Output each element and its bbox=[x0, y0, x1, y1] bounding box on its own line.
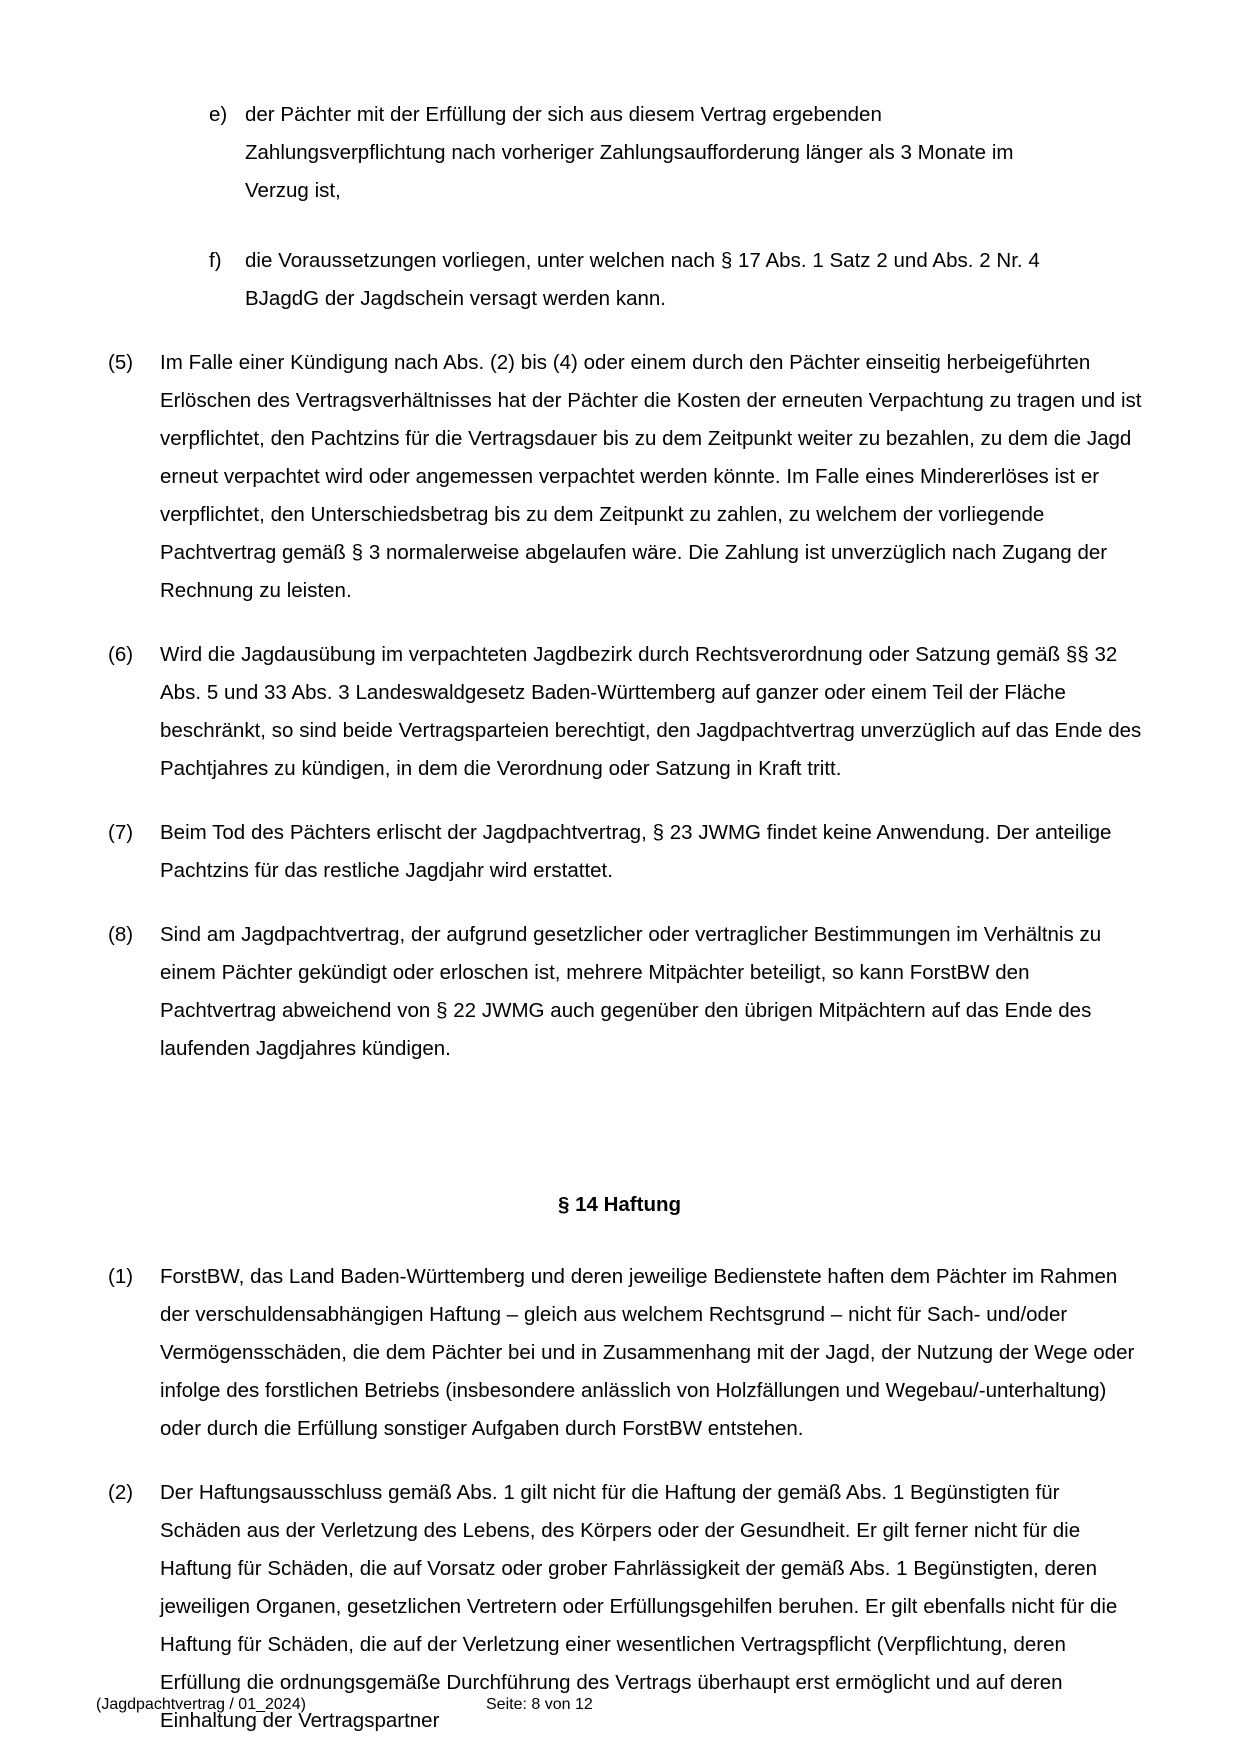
paragraph-marker: (1) bbox=[108, 1265, 134, 1288]
paragraph-text: Sind am Jagdpachtvertrag, der aufgrund gesetzlicher oder vertraglicher Bestimmungen im Verhältnis zu einem Pächter gekündigt oder erloschen ist, mehrere Mitpächter beteiligt, so kann ForstBW den Pachtvertrag abweichend von § 22 JWMG auch gegenüber den übrigen Mitpächtern auf das Ende des laufenden Jagdjahres kündigen. bbox=[160, 923, 1102, 1060]
page-footer bbox=[96, 1694, 1143, 1716]
paragraph-text: ForstBW, das Land Baden-Württemberg und deren jeweilige Bedienstete haften dem Pächter im Rahmen der verschuldensabhängigen Haftung – gleich aus welchem Rechtsgrund – nicht für Sach- und/oder Vermögensschäden, die dem Pächter bei und in Zusammenhang mit der Jagd, der Nutzung der Wege oder infolge des forstlichen Betriebs (insbesondere anlässlich von Holzfällungen und Wegebau/-unterhaltung) oder durch die Erfüllung sonstiger Aufgaben durch ForstBW entstehen. bbox=[160, 1265, 1135, 1440]
paragraph-text: Der Haftungsausschluss gemäß Abs. 1 gilt nicht für die Haftung der gemäß Abs. 1 Begünstigten für Schäden aus der Verletzung des Lebens, des Körpers oder der Gesundheit. Er gilt ferner nicht für die Haftung für Schäden, die auf Vorsatz oder grober Fahrlässigkeit der gemäß Abs. 1 Begünstigten, deren jeweiligen Organen, gesetzlichen Vertretern oder Erfüllungsgehilfen beruhen. Er gilt ebenfalls nicht für die Haftung für Schäden, die auf der Verletzung einer wesentlichen Vertragspflicht (Verpflichtung, deren Erfüllung die ordnungsgemäße Durchführung des Vertrags überhaupt erst ermöglicht und auf deren Einhaltung der Vertragspartner bbox=[160, 1481, 1118, 1732]
paragraph-marker: (7) bbox=[108, 821, 134, 844]
paragraph-text: Im Falle einer Kündigung nach Abs. (2) bis (4) oder einem durch den Pächter einseitig herbeigeführten Erlöschen des Vertragsverhältnisses hat der Pächter die Kosten der erneuten Verpachtung zu tragen und ist verpflichtet, den Pachtzins für die Vertragsdauer bis zu dem Zeitpunkt weiter zu bezahlen, zu dem die Jagd erneut verpachtet wird oder angemessen verpachtet werden könnte. Im Falle eines Mindererlöses ist er verpflichtet, den Unterschiedsbetrag bis zu dem Zeitpunkt zu zahlen, zu welchem der vorliegende Pachtvertrag gemäß § 3 normalerweise abgelaufen wäre. Die Zahlung ist unverzüglich nach Zugang der Rechnung zu leisten. bbox=[160, 351, 1142, 602]
numbered-paragraph bbox=[108, 636, 1143, 788]
paragraph-marker: (5) bbox=[108, 351, 134, 374]
list-item-marker: f) bbox=[209, 249, 222, 272]
paragraph-marker: (8) bbox=[108, 923, 134, 946]
list-item bbox=[209, 96, 1143, 210]
footer-document-reference: (Jagdpachtvertrag / 01_2024) bbox=[96, 1696, 306, 1713]
numbered-paragraph bbox=[108, 814, 1143, 890]
paragraph-text: Wird die Jagdausübung im verpachteten Jagdbezirk durch Rechtsverordnung oder Satzung gemäß §§ 32 Abs. 5 und 33 Abs. 3 Landeswaldgesetz Baden-Württemberg auf ganzer oder einem Teil der Fläche beschränkt, so sind beide Vertragsparteien berechtigt, den Jagdpachtvertrag unverzüglich auf das Ende des Pachtjahres zu kündigen, in dem die Verordnung oder Satzung in Kraft tritt. bbox=[160, 643, 1142, 780]
list-item-marker: e) bbox=[209, 103, 228, 126]
list-item bbox=[209, 242, 1143, 318]
paragraph-marker: (2) bbox=[108, 1481, 134, 1504]
numbered-paragraph bbox=[108, 916, 1143, 1068]
section-heading: § 14 Haftung bbox=[557, 1193, 682, 1216]
list-item-text: die Voraussetzungen vorliegen, unter welchen nach § 17 Abs. 1 Satz 2 und Abs. 2 Nr. 4 BJagdG der Jagdschein versagt werden kann. bbox=[245, 249, 1040, 310]
paragraph-marker: (6) bbox=[108, 643, 134, 666]
spacer bbox=[96, 1220, 1143, 1258]
numbered-paragraph bbox=[108, 344, 1143, 610]
footer-page-number: Seite: 8 von 12 bbox=[486, 1696, 593, 1713]
numbered-paragraph bbox=[108, 1258, 1143, 1448]
list-item-text: der Pächter mit der Erfüllung der sich aus diesem Vertrag ergebenden Zahlungsverpflichtung nach vorheriger Zahlungsaufforderung länger als 3 Monate im Verzug ist, bbox=[245, 103, 1014, 202]
paragraph-text: Beim Tod des Pächters erlischt der Jagdpachtvertrag, § 23 JWMG findet keine Anwendung. Der anteilige Pachtzins für das restliche Jagdjahr wird erstattet. bbox=[160, 821, 1112, 882]
spacer bbox=[96, 1094, 1143, 1190]
